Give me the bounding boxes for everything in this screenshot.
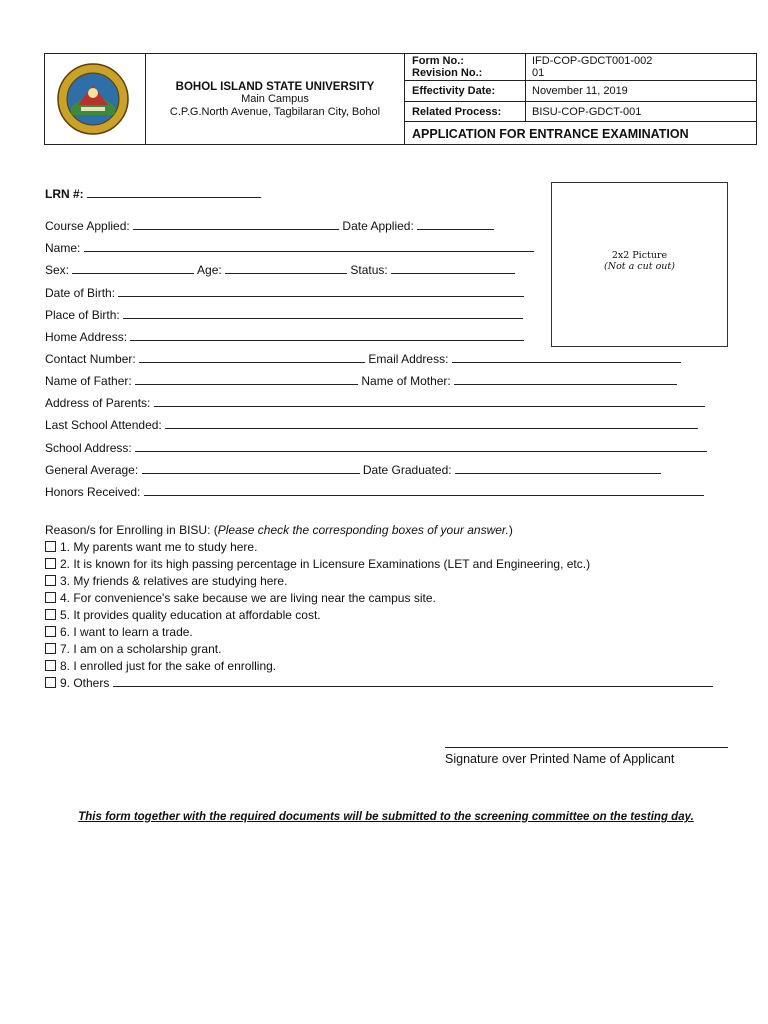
- reason-checkbox[interactable]: [45, 592, 56, 603]
- reason-item-6[interactable]: [45, 625, 193, 639]
- contact-email-field: [45, 352, 681, 366]
- father-label: Name of Father:: [45, 374, 132, 388]
- date-applied-label: Date Applied:: [342, 219, 414, 233]
- reason-checkbox[interactable]: [45, 558, 56, 569]
- reason-item-5[interactable]: [45, 608, 321, 622]
- campus-name: Main Campus: [241, 93, 309, 105]
- effectivity-row: [405, 81, 757, 102]
- reasons-intro: [45, 523, 513, 537]
- home-address-label: Home Address:: [45, 330, 128, 344]
- last-school-field: [45, 418, 698, 432]
- form-no-row: [405, 53, 757, 81]
- reasons-instruction: Please check the corresponding boxes of your answer.: [217, 523, 509, 537]
- footer-note: This form together with the required documents will be submitted to the screening committee on the testing day.: [78, 811, 694, 823]
- parents-name-field: [45, 374, 677, 388]
- reason-text: 6. I want to learn a trade.: [60, 625, 193, 639]
- signature-label: Signature over Printed Name of Applicant: [445, 752, 675, 766]
- reason-checkbox[interactable]: [45, 575, 56, 586]
- form-title-cell: [405, 122, 757, 145]
- reason-text: 4. For convenience's sake because we are living near the campus site.: [60, 591, 436, 605]
- revision-value: 01: [532, 67, 545, 79]
- contact-label: Contact Number:: [45, 352, 136, 366]
- form-title: APPLICATION FOR ENTRANCE EXAMINATION: [412, 127, 689, 141]
- lrn-field: [45, 187, 261, 201]
- last-school-label: Last School Attended:: [45, 418, 162, 432]
- reason-item-1[interactable]: [45, 540, 257, 554]
- pob-field: [45, 308, 523, 322]
- reason-checkbox[interactable]: [45, 626, 56, 637]
- form-no-value: IFD-COP-GDCT001-002: [532, 55, 653, 67]
- process-row: [405, 102, 757, 122]
- age-label: Age:: [197, 263, 222, 277]
- date-graduated-label: Date Graduated:: [362, 463, 452, 477]
- photo-label: 2x2 Picture: [611, 250, 668, 261]
- reasons-intro-end: ): [508, 523, 513, 537]
- reasons-intro-text: Reason/s for Enrolling in BISU: (: [45, 523, 218, 537]
- sex-label: Sex:: [45, 263, 70, 277]
- reason-text: 8. I enrolled just for the sake of enrolling.: [60, 659, 277, 673]
- parents-address-field: [45, 396, 705, 410]
- reason-item-3[interactable]: [45, 574, 287, 588]
- course-label: Course Applied:: [45, 219, 130, 233]
- reason-item-2[interactable]: [45, 557, 590, 571]
- reason-text: 7. I am on a scholarship grant.: [60, 642, 222, 656]
- school-address-label: School Address:: [45, 441, 132, 455]
- school-address-field: [45, 441, 707, 455]
- dob-field: [45, 286, 524, 300]
- dob-label: Date of Birth:: [45, 286, 116, 300]
- home-address-field: [45, 330, 524, 344]
- signature-line: [445, 747, 728, 748]
- reason-item-7[interactable]: [45, 642, 221, 656]
- university-name: BOHOL ISLAND STATE UNIVERSITY: [175, 81, 375, 93]
- form-no-label: Form No.:: [412, 55, 464, 67]
- photo-placeholder: [551, 182, 728, 347]
- reason-item-9[interactable]: [45, 676, 713, 690]
- reason-checkbox[interactable]: [45, 660, 56, 671]
- campus-address: C.P.G.North Avenue, Tagbilaran City, Bohol: [169, 106, 381, 118]
- name-field: [45, 241, 534, 255]
- reason-text: 2. It is known for its high passing percentage in Licensure Examinations (LET and Engineering, etc.): [60, 557, 591, 571]
- effectivity-label: Effectivity Date:: [412, 85, 496, 97]
- reason-checkbox[interactable]: [45, 609, 56, 620]
- university-seal-logo: [56, 63, 130, 135]
- effectivity-value: November 11, 2019: [532, 85, 628, 97]
- reason-text: 3. My friends & relatives are studying here.: [60, 574, 288, 588]
- name-label: Name:: [45, 241, 81, 255]
- mother-label: Name of Mother:: [361, 374, 451, 388]
- course-field: [45, 219, 494, 233]
- email-label: Email Address:: [368, 352, 449, 366]
- lrn-label: LRN #:: [45, 187, 84, 201]
- university-info: [146, 53, 405, 145]
- reason-checkbox[interactable]: [45, 677, 56, 688]
- honors-label: Honors Received:: [45, 485, 141, 499]
- document-meta: [405, 53, 757, 145]
- process-value: BISU-COP-GDCT-001: [532, 106, 642, 118]
- revision-label: Revision No.:: [412, 67, 483, 79]
- photo-note: (Not a cut out): [604, 261, 675, 272]
- reason-checkbox[interactable]: [45, 541, 56, 552]
- reason-item-8[interactable]: [45, 659, 276, 673]
- reason-item-4[interactable]: [45, 591, 436, 605]
- process-label: Related Process:: [412, 106, 502, 118]
- pob-label: Place of Birth:: [45, 308, 120, 322]
- honors-field: [45, 485, 704, 499]
- average-graduated-field: [45, 463, 661, 477]
- logo-cell: [44, 53, 146, 145]
- sex-age-status-field: [45, 263, 515, 277]
- status-label: Status:: [350, 263, 388, 277]
- reason-text: 5. It provides quality education at affordable cost.: [60, 608, 321, 622]
- parents-address-label: Address of Parents:: [45, 396, 151, 410]
- reason-checkbox[interactable]: [45, 643, 56, 654]
- reason-text: 9. Others: [60, 676, 110, 690]
- reason-text: 1. My parents want me to study here.: [60, 540, 258, 554]
- general-average-label: General Average:: [45, 463, 139, 477]
